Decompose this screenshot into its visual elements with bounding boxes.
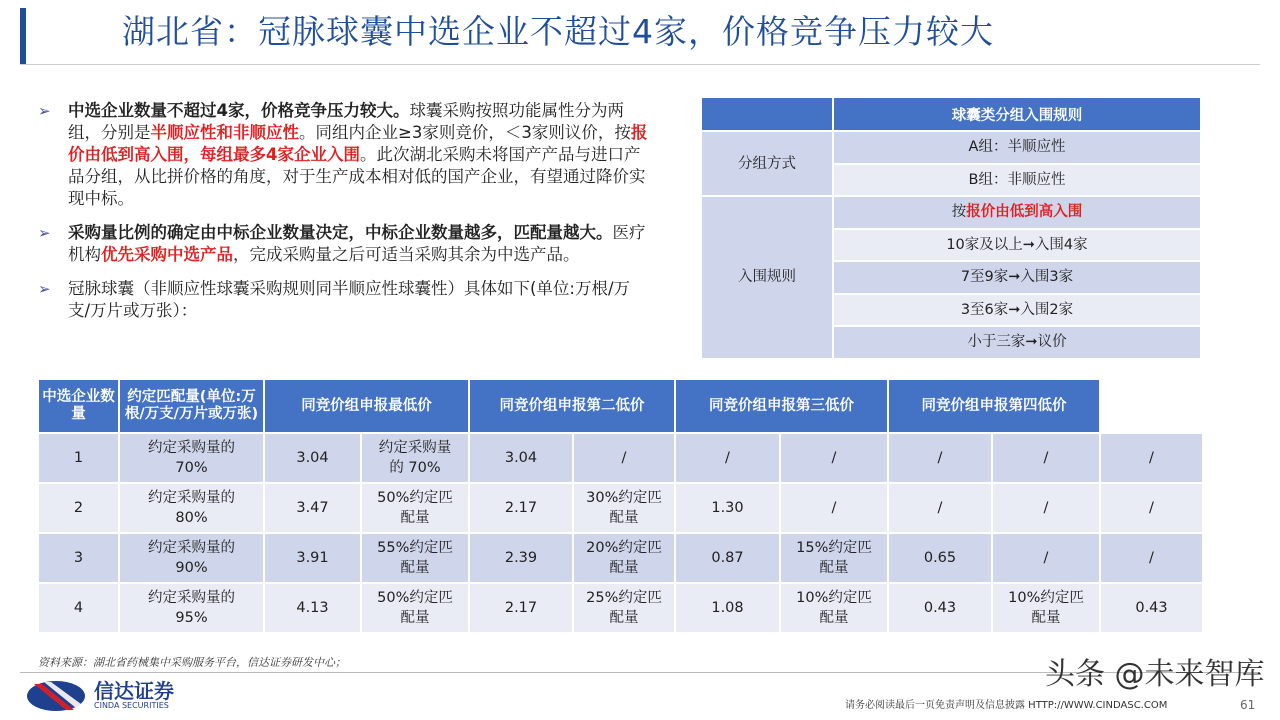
award-table	[37, 378, 1204, 634]
table-header: 同竞价组申报第四低价	[888, 379, 1100, 433]
bullet-bold: 采购量比例的确定由中标企业数量决定，中标企业数量越多，匹配量越大。	[68, 223, 613, 242]
table-cell: 50%约定匹配量	[361, 483, 469, 533]
table-cell: 2.39	[469, 533, 573, 583]
disclaimer: 请务必阅读最后一页免责声明及信息披露 HTTP://WWW.CINDASC.COM	[845, 700, 1168, 711]
table-cell: 10%约定匹配量	[780, 583, 888, 633]
table-cell: 10%约定匹配量	[992, 583, 1100, 633]
cinda-logo-icon	[26, 680, 86, 712]
bullet-highlight: 半顺应性和非顺应性	[150, 123, 299, 142]
table-row	[38, 533, 1203, 583]
bullet-bold: 中选企业数量不超过4家，价格竞争压力较大。	[68, 101, 410, 120]
table-cell: 20%约定匹配量	[573, 533, 675, 583]
table-cell: /	[888, 483, 992, 533]
table-header: 同竞价组申报最低价	[264, 379, 469, 433]
entry-item: 小于三家➞议价	[833, 326, 1201, 359]
bullet-highlight: 报价由低到高入围，每组最多4家企业入围	[68, 123, 648, 164]
table-header: 同竞价组申报第三低价	[675, 379, 888, 433]
bullet-text: 。同组内企业≥3家则竞价，＜3家则议价，按	[299, 123, 631, 142]
table-cell: /	[675, 433, 780, 483]
table-cell: 15%约定匹配量	[780, 533, 888, 583]
table-cell: 55%约定匹配量	[361, 533, 469, 583]
arrow-bullet-icon: ➢	[38, 102, 51, 120]
bullet-text: ，完成采购量之后可适当采购其余为中选产品。	[233, 245, 580, 264]
table-cell: 约定采购量的 70%	[361, 433, 469, 483]
logo-sub: CINDA SECURITIES	[94, 701, 169, 710]
title-divider	[20, 64, 1260, 65]
table-cell: 0.65	[888, 533, 992, 583]
group-label: 分组方式	[701, 131, 833, 196]
table-header: 同竞价组申报第二低价	[469, 379, 675, 433]
table-cell: 30%约定匹配量	[573, 483, 675, 533]
bullet-text: 球囊采购按照功能属性分为两组，分别是	[68, 101, 624, 142]
arrow-bullet-icon: ➢	[38, 224, 51, 242]
table-row	[38, 433, 1203, 483]
table-header: 约定匹配量(单位:万根/万支/万片或万张)	[119, 379, 264, 433]
bullet-item	[38, 278, 648, 322]
table-cell: 3.04	[264, 433, 361, 483]
table-cell: /	[1100, 483, 1203, 533]
bullet-text: 医疗机构	[68, 223, 646, 264]
table-cell: /	[1100, 533, 1203, 583]
table-cell: 2.17	[469, 583, 573, 633]
table-cell: 2.17	[469, 483, 573, 533]
source-note: 资料来源：湖北省药械集中采购服务平台，信达证券研发中心；	[38, 656, 346, 669]
table-row	[38, 583, 1203, 633]
bullet-text: 。此次湖北采购未将国产产品与进口产品分组，从比拼价格的角度，对于生产成本相对低的国产企业，有望通过降价实现中标。	[68, 145, 646, 208]
group-a: A组：半顺应性	[833, 131, 1201, 164]
arrow-bullet-icon: ➢	[38, 280, 51, 298]
entry-highlight: 报价由低到高入围	[966, 204, 1083, 221]
table-cell: /	[992, 533, 1100, 583]
table-cell: 3.04	[469, 433, 573, 483]
table-cell: 1.30	[675, 483, 780, 533]
bullet-list	[38, 100, 648, 334]
table-cell: 约定采购量的 70%	[119, 433, 264, 483]
table-cell: 4	[38, 583, 119, 633]
rules-table	[700, 96, 1202, 360]
entry-item: 10家及以上➞入围4家	[833, 229, 1201, 262]
entry-item: 3至6家➞入围2家	[833, 294, 1201, 327]
table-cell: 1	[38, 433, 119, 483]
table-cell: 2	[38, 483, 119, 533]
table-cell: /	[1100, 433, 1203, 483]
table-cell: 4.13	[264, 583, 361, 633]
table-cell: 50%约定匹配量	[361, 583, 469, 633]
entry-label: 入围规则	[701, 196, 833, 359]
table-cell: /	[780, 483, 888, 533]
table-cell: 3.47	[264, 483, 361, 533]
table-cell: /	[888, 433, 992, 483]
table-cell: /	[992, 483, 1100, 533]
table-row	[38, 483, 1203, 533]
table-cell: /	[780, 433, 888, 483]
table-cell: 1.08	[675, 583, 780, 633]
table-cell: 约定采购量的 95%	[119, 583, 264, 633]
table-cell: /	[992, 433, 1100, 483]
bullet-item	[38, 222, 648, 266]
table-cell: 0.43	[888, 583, 992, 633]
table-cell: 3.91	[264, 533, 361, 583]
table-cell: 3	[38, 533, 119, 583]
page-title: 湖北省：冠脉球囊中选企业不超过4家，价格竞争压力较大	[122, 12, 994, 51]
watermark: 头条 @未来智库	[1045, 657, 1265, 692]
cinda-logo	[26, 680, 174, 712]
bullet-text: 冠脉球囊（非顺应性球囊采购规则同半顺应性球囊性）具体如下(单位:万根/万支/万片或万张）：	[68, 279, 631, 320]
group-b: B组：非顺应性	[833, 164, 1201, 197]
table-cell: /	[573, 433, 675, 483]
bullet-item	[38, 100, 648, 210]
rules-header: 球囊类分组入围规则	[833, 97, 1201, 131]
table-cell: 0.87	[675, 533, 780, 583]
logo-name: 信达证券	[94, 679, 174, 703]
title-accent-bar	[20, 8, 26, 64]
entry-prefix: 按	[951, 204, 967, 221]
table-header: 中选企业数量	[38, 379, 119, 433]
table-cell: 25%约定匹配量	[573, 583, 675, 633]
entry-item: 7至9家➞入围3家	[833, 261, 1201, 294]
table-cell: 约定采购量的 80%	[119, 483, 264, 533]
entry-rule	[833, 196, 1201, 229]
rules-header-empty	[701, 97, 833, 131]
page-number: 61	[1240, 698, 1256, 712]
bullet-highlight: 优先采购中选产品	[101, 245, 233, 264]
table-cell: 约定采购量的 90%	[119, 533, 264, 583]
table-cell: 0.43	[1100, 583, 1203, 633]
